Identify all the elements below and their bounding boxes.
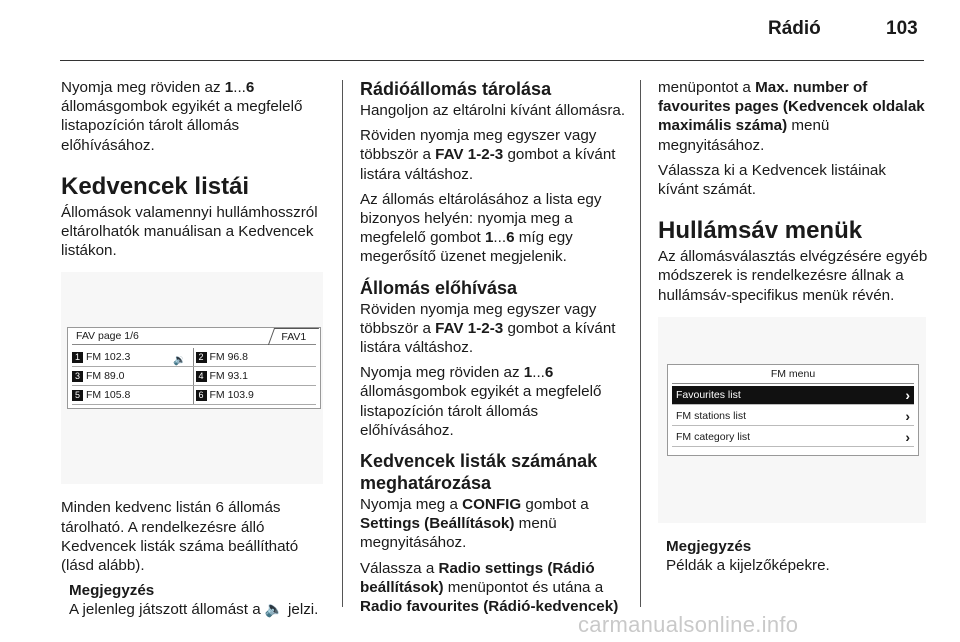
note-text: A jelenleg játszott állomást a 🔈 jelzi. — [69, 601, 319, 619]
section-heading-favourites: Kedvencek listái — [61, 172, 250, 200]
speaker-icon: 🔉 — [173, 354, 187, 367]
column-3 — [658, 78, 928, 575]
fav-preset-4: 4 FM 93.1 — [193, 367, 317, 385]
paragraph: Minden kedvenc listán 6 állomás tárolható. A rendelkezésre álló Kedvencek listák száma beállítható (lásd alább). — [61, 499, 299, 575]
section-heading-store: Rádióállomás tárolása — [360, 79, 552, 99]
header-rule — [60, 60, 924, 61]
fav-preset-6: 6 FM 103.9 — [193, 386, 317, 404]
paragraph: Válassza ki a Kedvencek listáinak kívánt számát. — [658, 161, 886, 199]
fav-preset-1: 1 FM 102.3 🔉 — [72, 348, 193, 366]
note-label: Megjegyzés — [69, 582, 155, 600]
paragraph: Röviden nyomja meg egyszer vagy többször a FAV 1-2-3 gombot a kívánt listára váltáshoz. — [360, 300, 616, 357]
paragraph: Hangoljon az eltárolni kívánt állomásra. — [360, 102, 626, 119]
page-number: 103 — [886, 18, 918, 39]
fav-tab: FAV1 — [268, 328, 319, 345]
page-header-title: Rádió — [768, 18, 821, 39]
paragraph: Válassza a Radio settings (Rádió beállítások) menüpontot és utána a Radio favourites (Rádió-kedvencek) — [360, 559, 619, 616]
figure-fm-menu — [658, 317, 926, 523]
section-heading-count: Kedvencek listák számának meghatározása — [360, 451, 598, 494]
paragraph: Röviden nyomja meg egyszer vagy többször a FAV 1-2-3 gombot a kívánt listára váltáshoz. — [360, 127, 616, 183]
section-heading-recall: Állomás előhívása — [360, 277, 518, 298]
paragraph: Nyomja meg a CONFIG gombot a Settings (Beállítások) menü megnyitásához. — [360, 496, 589, 552]
paragraph: Állomások valamennyi hullámhosszról eltárolhatók manuálisan a Kedvencek listákon. — [61, 203, 318, 260]
column-1 — [61, 78, 329, 620]
fav-row — [72, 386, 316, 405]
fm-menu-title: FM menu — [672, 365, 914, 384]
chevron-right-icon: › — [905, 386, 910, 403]
note — [69, 581, 329, 619]
fav-display — [67, 327, 321, 409]
chevron-right-icon: › — [905, 407, 910, 424]
fav-preset-5: 5 FM 105.8 — [72, 386, 193, 404]
column-divider — [342, 80, 343, 607]
speaker-icon: 🔈 — [264, 601, 284, 619]
chevron-right-icon: › — [905, 428, 910, 445]
fav-page-title: FAV page 1/6 — [76, 330, 139, 343]
fav-preset-2: 2 FM 96.8 — [193, 348, 317, 366]
fm-menu-display — [667, 364, 919, 456]
fav-row — [72, 367, 316, 386]
paragraph: Nyomja meg röviden az 1...6 állomásgombok egyikét a megfelelő listapozíción tárolt állomás előhívásához. — [61, 79, 303, 154]
paragraph: Nyomja meg röviden az 1...6 állomásgombok egyikét a megfelelő listapozíción tárolt állomás előhívásához. — [360, 364, 602, 439]
note-text: Példák a kijelzőképekre. — [666, 557, 830, 575]
paragraph: Az állomásválasztás elvégzésére egyéb módszerek is rendelkezésre állnak a hullámsáv-specifikus menük révén. — [658, 248, 928, 304]
section-heading-band-menus: Hullámsáv menük — [658, 217, 863, 245]
column-2 — [360, 78, 630, 622]
paragraph: menüpontot a Max. number of favourites pages (Kedvencek oldalak maximális száma) menü megnyitásához. — [658, 79, 925, 154]
fm-menu-item-category: FM category list › — [672, 428, 914, 447]
note-label: Megjegyzés — [666, 537, 752, 555]
note — [666, 537, 928, 575]
figure-fav-screen — [61, 272, 323, 484]
fav-row — [72, 348, 316, 367]
column-divider — [640, 80, 641, 607]
fm-menu-item-stations: FM stations list › — [672, 407, 914, 426]
paragraph: Az állomás eltárolásához a lista egy bizonyos helyén: nyomja meg a megfelelő gombot 1...6 míg egy megerősítő üzenet megjelenik. — [360, 190, 602, 266]
fav-preset-3: 3 FM 89.0 — [72, 367, 193, 385]
watermark: carmanualsonline.info — [578, 612, 799, 637]
fm-menu-item-favourites: Favourites list › — [672, 386, 914, 405]
